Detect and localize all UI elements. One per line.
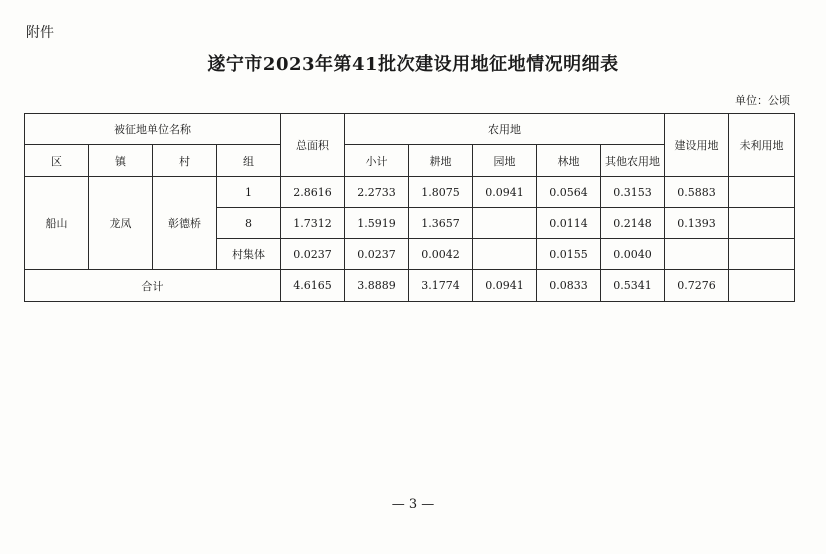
- cultivated-cell: 1.8075: [409, 177, 473, 208]
- header-total-area: 总面积: [281, 114, 345, 177]
- construction-cell: 0.7276: [665, 270, 729, 302]
- subtotal-cell: 2.2733: [345, 177, 409, 208]
- garden-cell: [473, 208, 537, 239]
- district-cell: 船山: [25, 177, 89, 270]
- forest-cell: 0.0833: [537, 270, 601, 302]
- subtotal-cell: 3.8889: [345, 270, 409, 302]
- group-cell: 8: [217, 208, 281, 239]
- header-unit-name: 被征地单位名称: [25, 114, 281, 145]
- other-agri-cell: 0.3153: [601, 177, 665, 208]
- other-agri-cell: 0.0040: [601, 239, 665, 270]
- cultivated-cell: 0.0042: [409, 239, 473, 270]
- group-cell: 村集体: [217, 239, 281, 270]
- forest-cell: 0.0155: [537, 239, 601, 270]
- header-town: 镇: [89, 145, 153, 177]
- garden-cell: 0.0941: [473, 177, 537, 208]
- cultivated-cell: 3.1774: [409, 270, 473, 302]
- unused-cell: [729, 270, 795, 302]
- header-agricultural: 农用地: [345, 114, 665, 145]
- header-village: 村: [153, 145, 217, 177]
- unused-cell: [729, 208, 795, 239]
- header-garden: 园地: [473, 145, 537, 177]
- header-district: 区: [25, 145, 89, 177]
- header-unused: 未利用地: [729, 114, 795, 177]
- page-number: — 3 —: [391, 497, 435, 512]
- header-construction: 建设用地: [665, 114, 729, 177]
- header-forest: 林地: [537, 145, 601, 177]
- header-cultivated: 耕地: [409, 145, 473, 177]
- total-cell: 0.0237: [281, 239, 345, 270]
- construction-cell: [665, 239, 729, 270]
- table-row: [25, 177, 795, 208]
- total-cell: 1.7312: [281, 208, 345, 239]
- header-other-agri: 其他农用地: [601, 145, 665, 177]
- total-cell: 4.6165: [281, 270, 345, 302]
- town-cell: 龙凤: [89, 177, 153, 270]
- unit-label: 单位：公顷: [735, 94, 790, 107]
- subtotal-cell: 0.0237: [345, 239, 409, 270]
- total-row: [25, 270, 795, 302]
- attachment-label: 附件: [26, 25, 54, 41]
- header-subtotal: 小计: [345, 145, 409, 177]
- forest-cell: 0.0114: [537, 208, 601, 239]
- unused-cell: [729, 239, 795, 270]
- header-group: 组: [217, 145, 281, 177]
- forest-cell: 0.0564: [537, 177, 601, 208]
- header-row-1: [25, 114, 795, 145]
- construction-cell: 0.5883: [665, 177, 729, 208]
- construction-cell: 0.1393: [665, 208, 729, 239]
- other-agri-cell: 0.5341: [601, 270, 665, 302]
- cultivated-cell: 1.3657: [409, 208, 473, 239]
- subtotal-cell: 1.5919: [345, 208, 409, 239]
- village-cell: 彰德桥: [153, 177, 217, 270]
- garden-cell: 0.0941: [473, 270, 537, 302]
- garden-cell: [473, 239, 537, 270]
- group-cell: 1: [217, 177, 281, 208]
- other-agri-cell: 0.2148: [601, 208, 665, 239]
- document-title: 遂宁市2023年第41批次建设用地征地情况明细表: [207, 54, 619, 75]
- total-cell: 2.8616: [281, 177, 345, 208]
- total-label: 合计: [25, 270, 281, 302]
- unused-cell: [729, 177, 795, 208]
- land-acquisition-table: [24, 113, 795, 302]
